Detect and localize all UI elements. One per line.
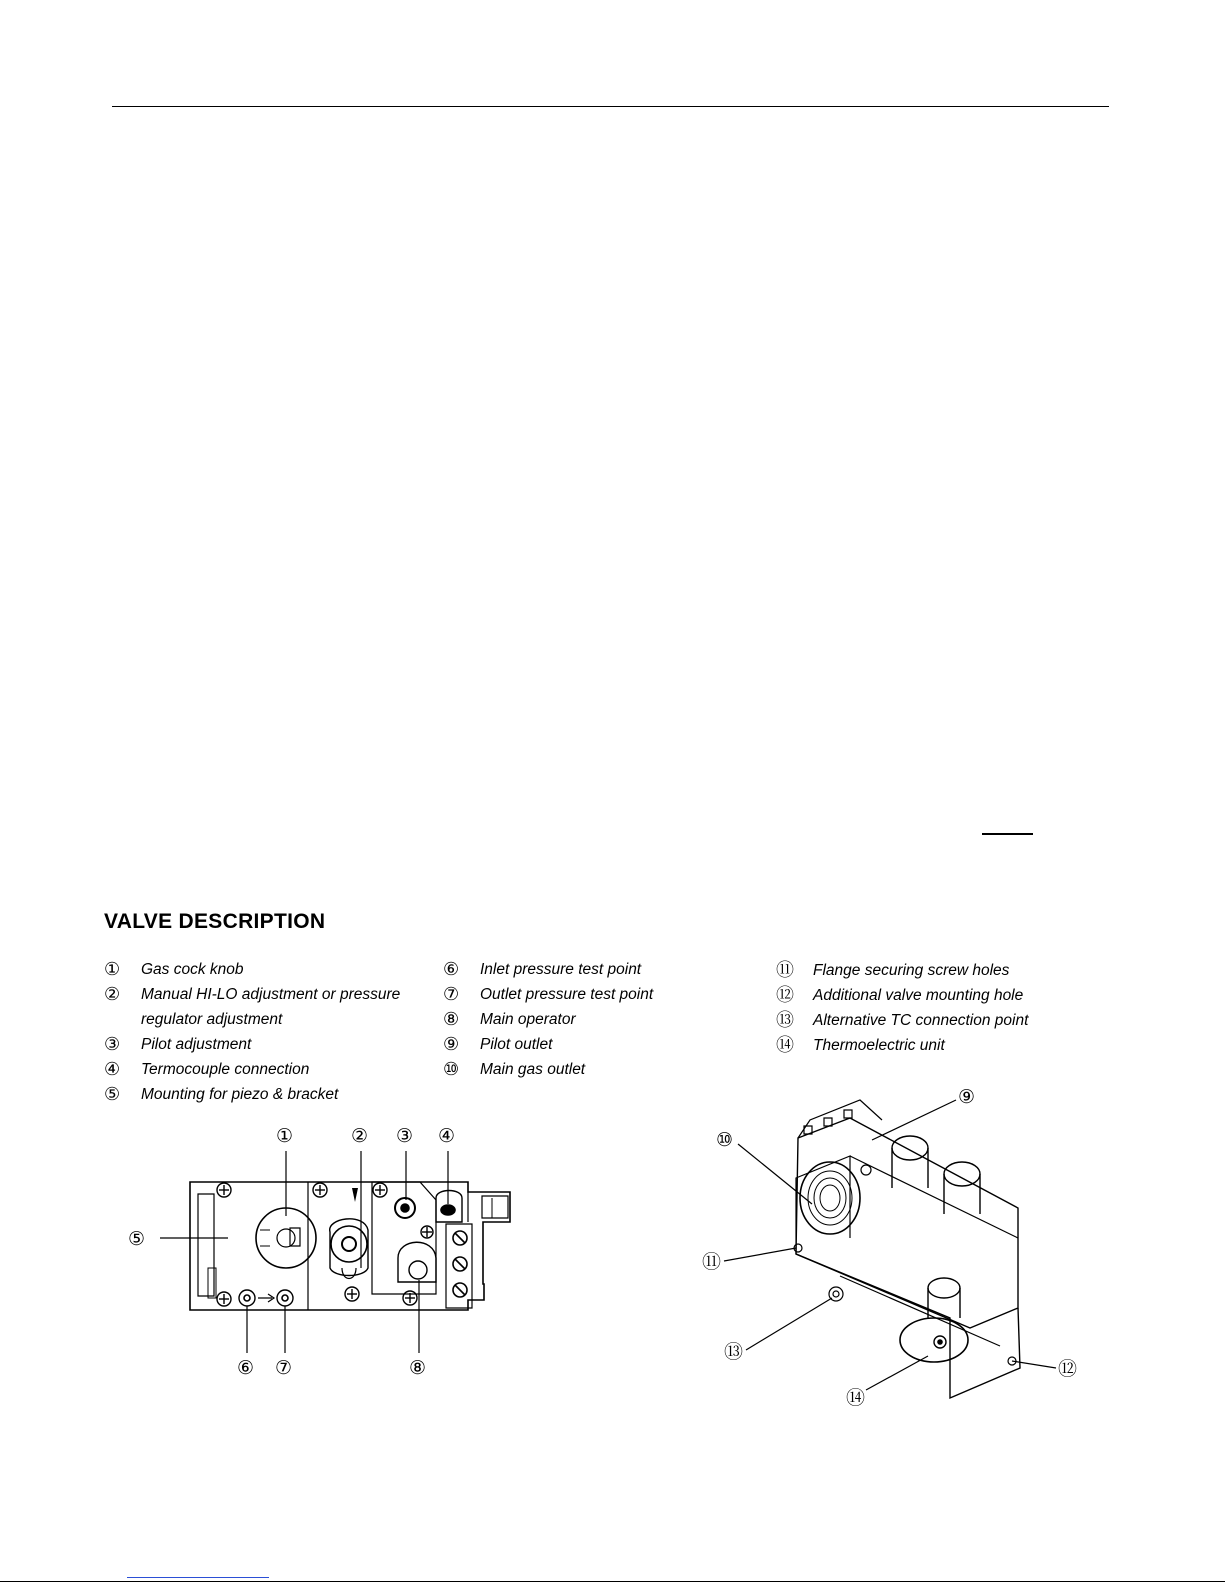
callout-3: ③ <box>396 1125 414 1147</box>
thermoelectric-unit <box>900 1318 968 1362</box>
legend-text: Termocouple connection <box>141 1061 310 1078</box>
callout-7: ⑦ <box>275 1357 293 1379</box>
legend-number: ⑥ <box>443 959 460 979</box>
legend-text: regulator adjustment <box>141 1011 283 1028</box>
header-rule <box>112 106 1109 107</box>
mounting-screws <box>217 1183 433 1306</box>
callout-12: ⑫ <box>1058 1358 1078 1380</box>
legend-text: Thermoelectric unit <box>813 1037 945 1054</box>
callout-14: ⑭ <box>846 1387 866 1409</box>
legend-number: ⑤ <box>104 1084 121 1104</box>
legend-number: ① <box>104 959 121 979</box>
hi-lo-regulator <box>330 1188 368 1279</box>
legend-text: Gas cock knob <box>141 961 244 978</box>
legend-number: ⑬ <box>776 1010 794 1030</box>
legend-text: Alternative TC connection point <box>813 1012 1029 1029</box>
callout-2: ② <box>351 1125 369 1147</box>
main-operator <box>398 1224 472 1308</box>
main-gas-outlet <box>800 1162 860 1234</box>
callout-11: ⑪ <box>702 1251 722 1273</box>
legend-text: Inlet pressure test point <box>480 961 642 978</box>
short-rule <box>982 833 1033 835</box>
legend-text: Pilot outlet <box>480 1036 553 1053</box>
gas-cock-knob <box>256 1208 316 1268</box>
pressure-test-points <box>239 1290 293 1306</box>
legend-number: ⑧ <box>443 1009 460 1029</box>
legend-text: Flange securing screw holes <box>813 962 1010 979</box>
callout-4: ④ <box>438 1125 456 1147</box>
callout-8: ⑧ <box>409 1357 427 1379</box>
legend-number: ⑭ <box>776 1035 794 1055</box>
callout-1: ① <box>276 1125 294 1147</box>
callout-13: ⑬ <box>724 1341 744 1363</box>
legend-number: ⑩ <box>443 1059 460 1079</box>
legend-text: Additional valve mounting hole <box>813 987 1024 1004</box>
callout-labels <box>702 1086 1077 1409</box>
callout-5: ⑤ <box>128 1228 146 1250</box>
legend-number: ⑨ <box>443 1034 460 1054</box>
pilot-adjustment <box>395 1198 415 1218</box>
mounting-holes <box>794 1165 1016 1365</box>
legend-text: Manual HI-LO adjustment or pressure <box>141 986 401 1003</box>
legend-text: Pilot adjustment <box>141 1036 252 1053</box>
valve-front-view-figure <box>120 1118 540 1388</box>
legend-number: ⑦ <box>443 984 460 1004</box>
valve-isometric-view-figure <box>700 1078 1100 1418</box>
legend-text: Mounting for piezo & bracket <box>141 1086 339 1103</box>
callout-6: ⑥ <box>237 1357 255 1379</box>
callout-leader-lines <box>724 1100 1056 1390</box>
legend-text: Main operator <box>480 1011 576 1028</box>
section-heading: VALVE DESCRIPTION <box>104 910 326 933</box>
legend-number: ⑫ <box>776 985 794 1005</box>
legend-number: ③ <box>104 1034 121 1054</box>
legend-text: Main gas outlet <box>480 1061 586 1078</box>
thermocouple-connection <box>436 1191 462 1223</box>
legend-text: Outlet pressure test point <box>480 986 654 1003</box>
footer-rule <box>0 1581 1225 1582</box>
callout-9: ⑨ <box>958 1086 976 1108</box>
legend-number: ⑪ <box>776 960 794 980</box>
callout-10: ⑩ <box>716 1129 734 1151</box>
footer-link-underline <box>127 1577 269 1578</box>
legend-number: ④ <box>104 1059 121 1079</box>
legend-number: ② <box>104 984 121 1004</box>
